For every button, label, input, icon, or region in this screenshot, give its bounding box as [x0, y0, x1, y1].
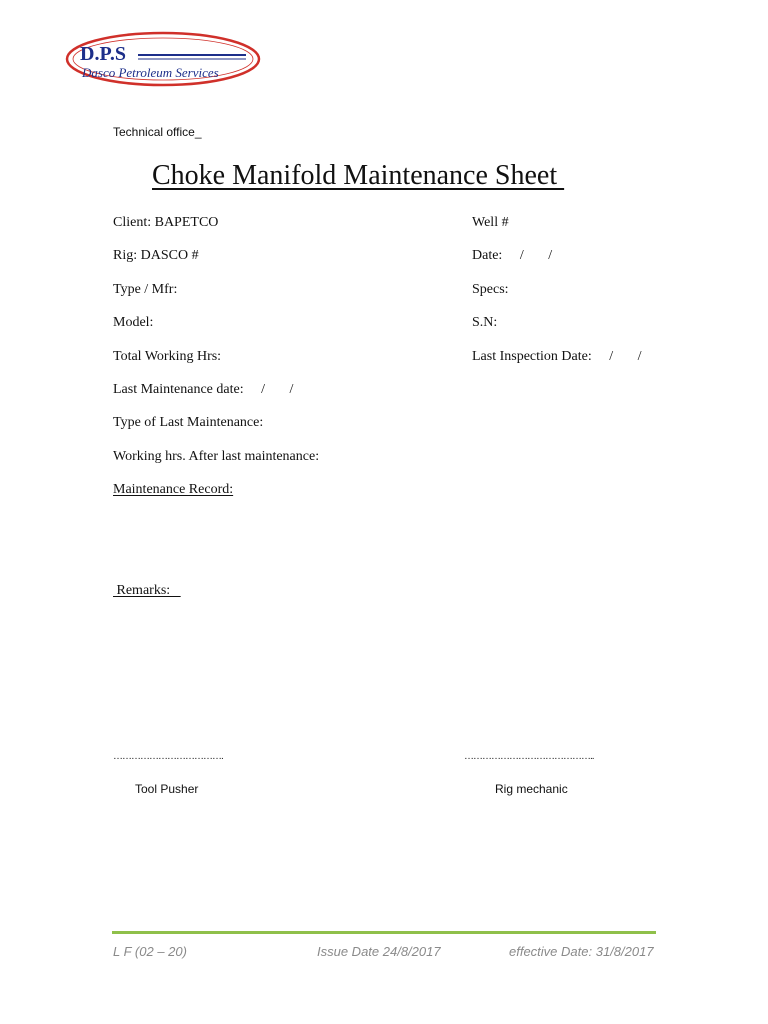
- rig-mechanic-label: Rig mechanic: [495, 782, 568, 796]
- maintenance-record-heading: Maintenance Record:: [113, 482, 234, 497]
- well-field: Well #: [472, 215, 509, 230]
- working-hrs-after-field: Working hrs. After last maintenance:: [113, 449, 320, 464]
- client-field: Client: BAPETCO: [113, 215, 219, 230]
- dps-logo-icon: [64, 30, 262, 88]
- company-logo: [64, 30, 262, 88]
- page-title: Choke Manifold Maintenance Sheet: [152, 160, 565, 191]
- last-inspection-date-field: Last Inspection Date: / /: [472, 349, 642, 364]
- logo-company-name: Dasco Petroleum Services: [82, 65, 219, 80]
- rig-mechanic-signature-line: ……………………………………..: [464, 751, 594, 762]
- logo-abbr: D.P.S: [80, 43, 126, 65]
- total-working-hrs-field: Total Working Hrs:: [113, 349, 222, 364]
- last-maintenance-date-field: Last Maintenance date: / /: [113, 382, 294, 397]
- footer-effective-date: effective Date: 31/8/2017: [509, 944, 654, 959]
- specs-field: Specs:: [472, 282, 509, 297]
- footer-form-code: L F (02 – 20): [113, 944, 187, 959]
- model-field: Model:: [113, 315, 154, 330]
- footer-issue-date: Issue Date 24/8/2017: [317, 944, 441, 959]
- rig-field: Rig: DASCO #: [113, 248, 199, 263]
- type-mfr-field: Type / Mfr:: [113, 282, 178, 297]
- tool-pusher-signature-line: ……………………………….: [113, 751, 223, 762]
- remarks-heading: Remarks:: [113, 583, 181, 598]
- type-last-maintenance-field: Type of Last Maintenance:: [113, 415, 264, 430]
- sn-field: S.N:: [472, 315, 498, 330]
- technical-office-label: Technical office_: [113, 125, 202, 139]
- tool-pusher-label: Tool Pusher: [135, 782, 199, 796]
- footer-divider: [112, 931, 656, 934]
- date-field: Date: / /: [472, 248, 553, 263]
